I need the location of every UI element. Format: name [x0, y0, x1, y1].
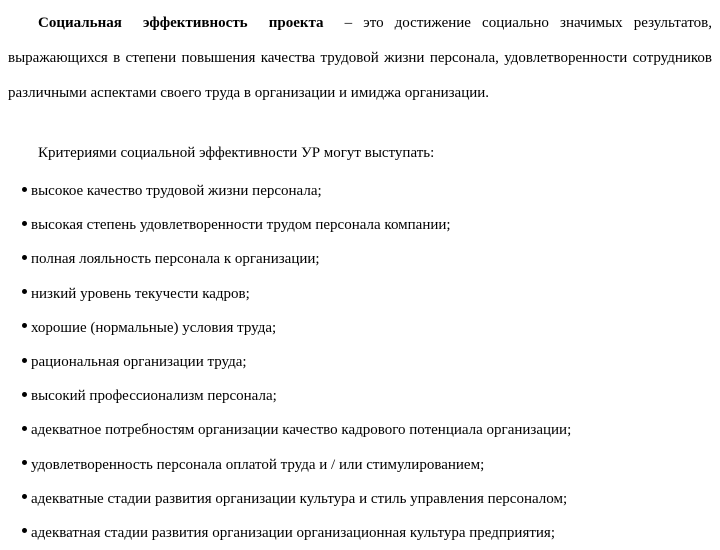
intro-dash: –	[344, 15, 353, 31]
intro-text: это достижение социально значимых результатов, выражающихся в степени повышения качества трудовой жизни персонала, удовлетворенности сотрудников различными аспектами своего труда в организации и имиджа организации.	[8, 15, 713, 101]
list-item-text: рациональная организации труда;	[31, 353, 247, 370]
list-item	[8, 413, 712, 447]
bullet-icon	[22, 255, 27, 260]
list-item-text: полная лояльность персонала к организации;	[31, 251, 320, 268]
list-item	[8, 311, 712, 345]
bullet-icon	[22, 392, 27, 397]
bullet-icon	[22, 528, 27, 533]
criteria-list	[8, 174, 712, 550]
list-item-text: удовлетворенность персонала оплатой труда и / или стимулированием;	[31, 456, 485, 473]
list-item-text: хорошие (нормальные) условия труда;	[31, 319, 277, 336]
list-item	[8, 242, 712, 276]
list-item	[8, 448, 712, 482]
list-item	[8, 277, 712, 311]
intro-term: Социальная эффективность проекта	[38, 15, 324, 31]
criteria-heading: Критериями социальной эффективности УР могут выступать:	[38, 145, 435, 161]
list-item-text: высокое качество трудовой жизни персонала;	[31, 183, 322, 199]
bullet-icon	[22, 221, 27, 226]
list-item	[8, 345, 712, 379]
list-item-text: высокая степень удовлетворенности трудом персонала компании;	[31, 217, 451, 234]
bullet-icon	[22, 323, 27, 328]
list-item	[8, 379, 712, 413]
list-item	[8, 174, 712, 208]
list-item-text: низкий уровень текучести кадров;	[31, 285, 250, 302]
bullet-icon	[22, 426, 27, 431]
list-item-text: адекватное потребностям организации качество кадрового потенциала организации;	[31, 422, 572, 439]
list-item	[8, 208, 712, 242]
list-item	[8, 516, 712, 550]
bullet-icon	[22, 289, 27, 294]
bullet-icon	[22, 187, 27, 192]
list-item	[8, 482, 712, 516]
bullet-icon	[22, 494, 27, 499]
list-item-text: высокий профессионализм персонала;	[31, 388, 277, 405]
list-item-text: адекватные стадии развития организации культура и стиль управления персоналом;	[31, 490, 568, 507]
intro-paragraph	[8, 6, 712, 111]
bullet-icon	[22, 460, 27, 465]
list-item-text: адекватная стадии развития организации организационная культура предприятия;	[31, 524, 555, 541]
bullet-icon	[22, 358, 27, 363]
